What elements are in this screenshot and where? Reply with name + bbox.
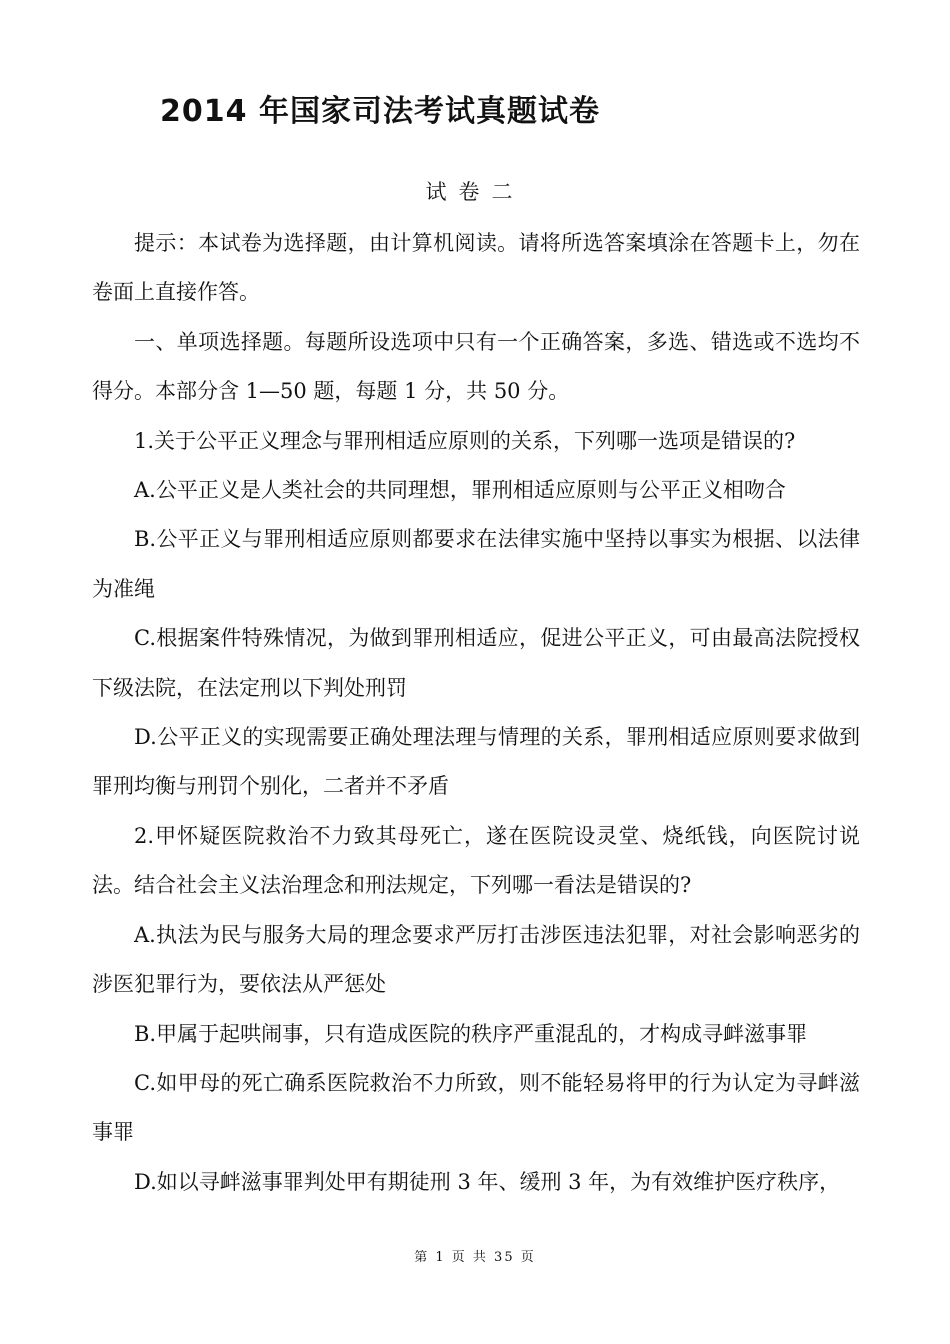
paper-subtitle: 试卷二 [425, 180, 525, 204]
question-1-option-b: B.公平正义与罪刑相适应原则都要求在法律实施中坚持以事实为根据、以法律为准绳 [92, 527, 860, 601]
question-2-option-a: A.执法为民与服务大局的理念要求严厉打击涉医违法犯罪，对社会影响恶劣的涉医犯罪行为，要依法从严惩处 [92, 922, 860, 997]
question-1-option-d: D.公平正义的实现需要正确处理法理与情理的关系，罪刑相适应原则要求做到罪刑均衡与刑罚个别化，二者并不矛盾 [92, 725, 860, 799]
question-2-option-d: D.如以寻衅滋事罪判处甲有期徒刑 3 年、缓刑 3 年，为有效维护医疗秩序， [134, 1169, 841, 1194]
question-1-option-c: C.根据案件特殊情况，为做到罪刑相适应，促进公平正义，可由最高法院授权下级法院，在法定刑以下判处刑罚 [92, 626, 860, 700]
instructions-paragraph: 提示：本试卷为选择题，由计算机阅读。请将所选答案填涂在答题卡上，勿在卷面上直接作答。 [92, 231, 860, 305]
question-1: 1.关于公平正义理念与罪刑相适应原则的关系，下列哪一选项是错误的? [134, 428, 796, 453]
question-2-option-b: B.甲属于起哄闹事，只有造成医院的秩序严重混乱的，才构成寻衅滋事罪 [134, 1021, 808, 1046]
document-body [92, 219, 860, 1207]
page-footer: 第 1 页 共 35 页 [414, 1250, 536, 1265]
question-2: 2.甲怀疑医院救治不力致其母死亡，遂在医院设灵堂、烧纸钱，向医院讨说法。结合社会主义法治理念和刑法规定，下列哪一看法是错误的? [92, 823, 860, 898]
document-title: 2014 年国家司法考试真题试卷 [160, 94, 600, 129]
section-heading: 一、单项选择题。每题所设选项中只有一个正确答案，多选、错选或不选均不得分。本部分含 1—50 题，每题 1 分，共 50 分。 [92, 329, 860, 404]
question-2-option-c: C.如甲母的死亡确系医院救治不力所致，则不能轻易将甲的行为认定为寻衅滋事罪 [92, 1070, 860, 1145]
question-1-option-a: A.公平正义是人类社会的共同理想，罪刑相适应原则与公平正义相吻合 [134, 478, 786, 503]
